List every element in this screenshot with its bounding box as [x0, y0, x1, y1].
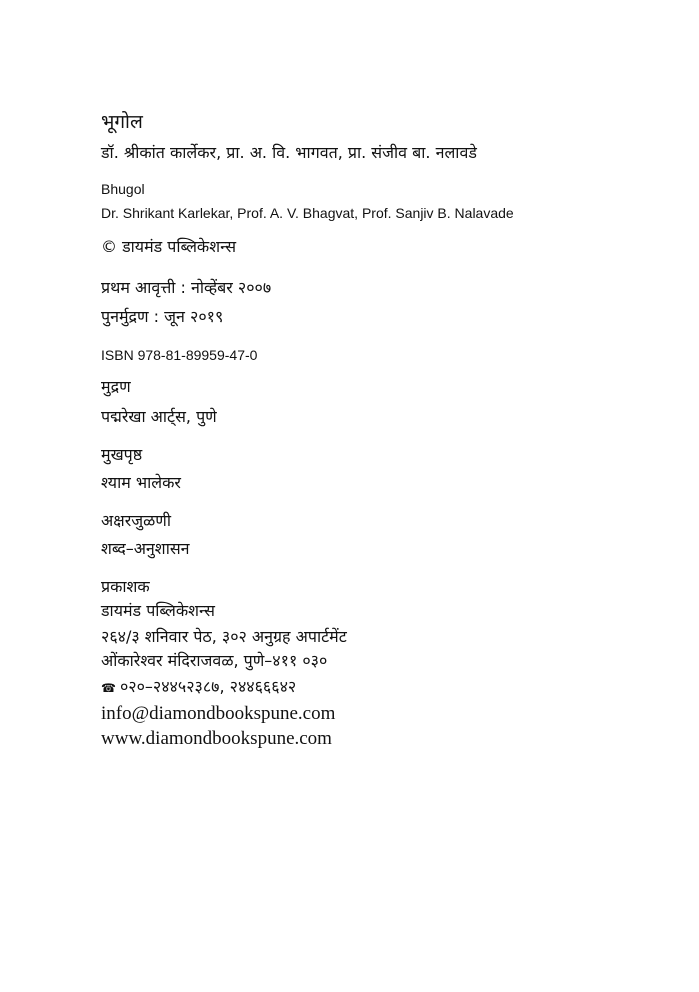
first-edition: प्रथम आवृत्ती : नोव्हेंबर २००७: [101, 278, 272, 297]
reprint: पुनर्मुद्रण : जून २०१९: [101, 307, 224, 326]
book-title-english: Bhugol: [101, 181, 145, 197]
publisher-address-2: ओंकारेश्वर मंदिराजवळ, पुणे–४११ ०३०: [101, 651, 328, 670]
authors-english: Dr. Shrikant Karlekar, Prof. A. V. Bhagvat, Prof. Sanjiv B. Nalavade: [101, 205, 514, 221]
typesetting-value: शब्द–अनुशासन: [101, 539, 190, 558]
publisher-label: प्रकाशक: [101, 577, 150, 596]
cover-label: मुखपृष्ठ: [101, 445, 143, 464]
publisher-phone: [101, 679, 296, 695]
publisher-name: डायमंड पब्लिकेशन्स: [101, 601, 215, 620]
publisher-website[interactable]: www.diamondbookspune.com: [101, 728, 332, 749]
authors-marathi: डॉ. श्रीकांत कार्लेकर, प्रा. अ. वि. भागवत, प्रा. संजीव बा. नलावडे: [101, 143, 477, 162]
publisher-address-1: २६४/३ शनिवार पेठ, ३०२ अनुग्रह अपार्टमेंट: [101, 627, 347, 646]
phone-number: ०२०–२४४५२३८७, २४४६६६४२: [119, 677, 297, 696]
printing-label: मुद्रण: [101, 377, 131, 396]
copyright-notice: © डायमंड पब्लिकेशन्स: [101, 237, 237, 256]
cover-value: श्याम भालेकर: [101, 473, 181, 492]
publisher-email[interactable]: info@diamondbookspune.com: [101, 703, 336, 724]
isbn: ISBN 978-81-89959-47-0: [101, 347, 258, 363]
phone-icon: ☎: [101, 681, 116, 695]
typesetting-label: अक्षरजुळणी: [101, 511, 171, 530]
book-title-marathi: भूगोल: [101, 111, 143, 133]
printing-value: पद्मरेखा आर्ट्स, पुणे: [101, 407, 217, 426]
